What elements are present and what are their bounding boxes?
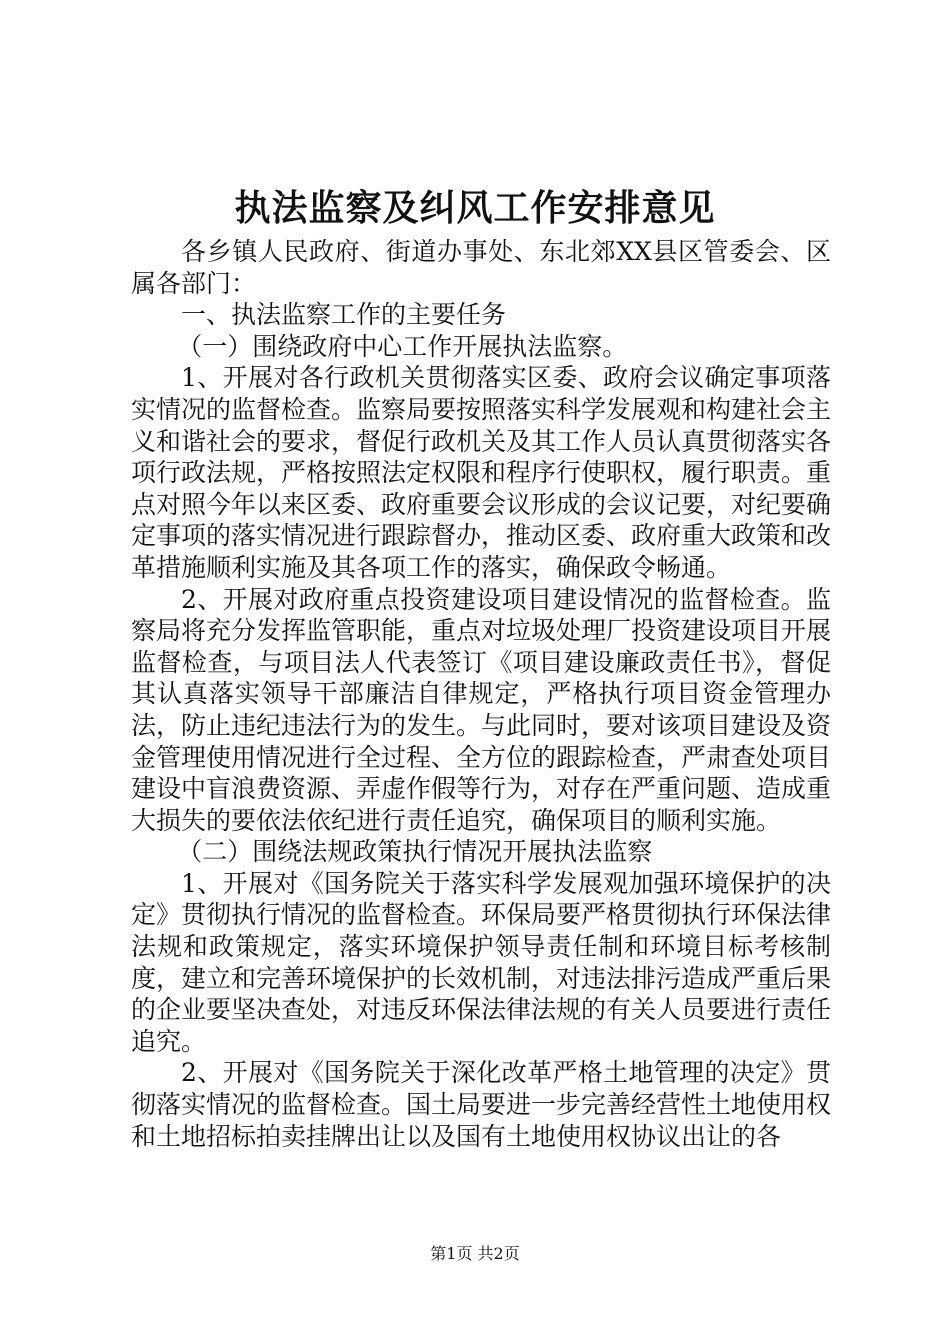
body-paragraph: 1、开展对《国务院关于落实科学发展观加强环境保护的决定》贯彻执行情况的监督检查。环保局要严格贯彻执行环保法律法规和政策规定，落实环境保护领导责任制和环境目标考核制度，建立和完善环境保护的长效机制，对违法排污造成严重后果的企业要坚决查处，对违反环保法律法规的有关人员要进行责任追究。 — [131, 868, 832, 1056]
section-heading: 一、执法监察工作的主要任务 — [181, 300, 507, 330]
body-paragraph: 1、开展对各行政机关贯彻落实区委、政府会议确定事项落实情况的监督检查。监察局要按照落实科学发展观和构建社会主义和谐社会的要求，督促行政机关及其工作人员认真贯彻落实各项行政法规，严格按照法定权限和程序行使职权，履行职责。重点对照今年以来区委、政府重要会议形成的会议记要，对纪要确定事项的落实情况进行跟踪督办，推动区委、政府重大政策和改革措施顺利实施及其各项工作的落实，确保政令畅通。 — [131, 363, 832, 582]
body-paragraph: 2、开展对政府重点投资建设项目建设情况的监督检查。监察局将充分发挥监管职能，重点对垃圾处理厂投资建设项目开展监督检查，与项目法人代表签订《项目建设廉政责任书》，督促其认真落实领导干部廉洁自律规定，严格执行项目资金管理办法，防止违纪违法行为的发生。与此同时，要对该项目建设及资金管理使用情况进行全过程、全方位的跟踪检查，严肃查处项目建设中盲浪费资源、弄虚作假等行为，对存在严重问题、造成重大损失的要依法依纪进行责任追究，确保项目的顺利实施。 — [131, 584, 832, 835]
body-paragraph: 2、开展对《国务院关于深化改革严格土地管理的决定》贯彻落实情况的监督检查。国土局要进一步完善经营性土地使用权和土地招标拍卖挂牌出让以及国有土地使用权协议出让的各 — [131, 1058, 832, 1151]
subsection-heading: （二）围绕法规政策执行情况开展执法监察 — [177, 837, 653, 867]
page-number-footer: 第1页 共2页 — [430, 1244, 520, 1263]
document-body — [131, 236, 831, 1152]
salutation-paragraph: 各乡镇人民政府、街道办事处、东北郊XX县区管委会、区属各部门： — [131, 237, 831, 298]
document-title: 执法监察及纠风工作安排意见 — [234, 187, 716, 229]
subsection-heading: （一）围绕政府中心工作开展执法监察。 — [177, 331, 628, 361]
